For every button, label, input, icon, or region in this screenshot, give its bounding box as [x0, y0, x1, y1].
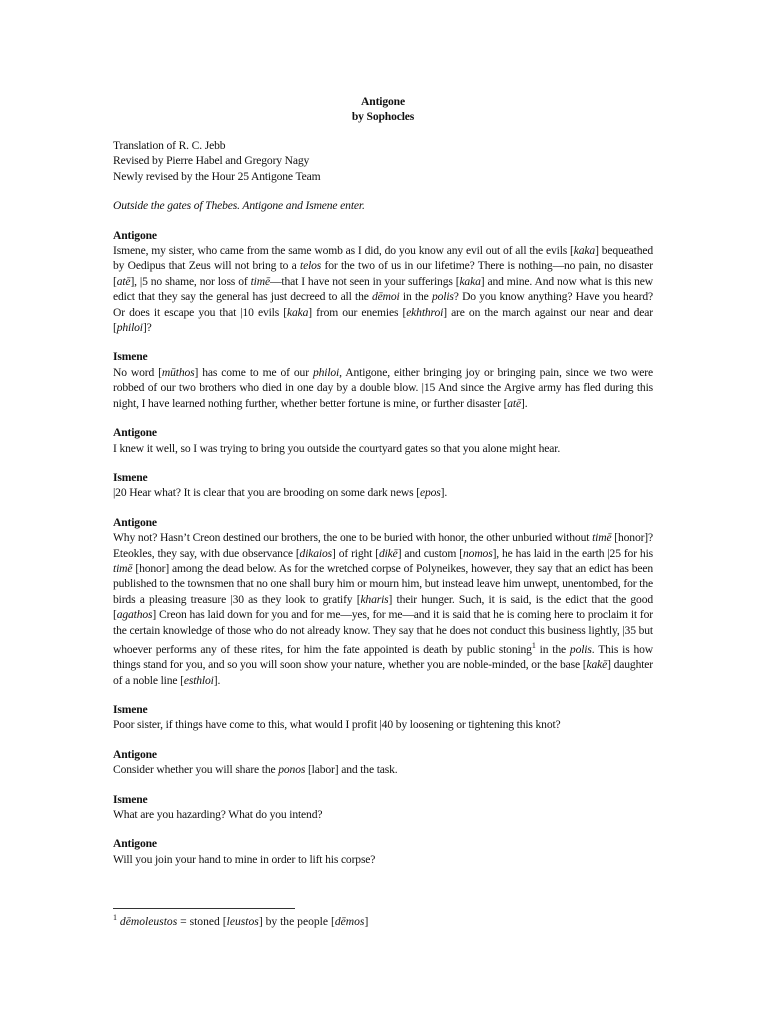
speaker-name: Ismene	[113, 792, 148, 806]
speech-block	[113, 228, 653, 336]
footnote	[113, 914, 653, 929]
text-run: ]?	[142, 321, 152, 335]
speech-text	[113, 762, 653, 777]
greek-term: nomos	[463, 546, 493, 560]
text-run: ] daughter of a noble line [	[113, 658, 653, 687]
greek-term: kakē	[586, 658, 608, 672]
text-run: . This is how things stand for you, and so you will soon show your nature, whether you are noble-minded, or the base [	[113, 642, 654, 672]
speech-text	[113, 485, 653, 500]
greek-term: timē	[250, 274, 270, 288]
greek-term: atē	[116, 274, 131, 288]
text-run: [honor]? Eteokles, they say, with due observance [	[113, 531, 654, 560]
text-run: ? Do you know anything? Have you heard? Or does it escape you that |10 evils [	[113, 290, 654, 319]
speaker-name: Antigone	[113, 426, 157, 440]
text-run: Poor sister, if things have come to this, what would I profit |40 by loosening or tightening this knot?	[113, 718, 561, 732]
speech-block	[113, 747, 653, 778]
speech-block	[113, 425, 653, 456]
text-run: ].	[521, 396, 528, 410]
text-run: Why not? Hasn’t Creon destined our brothers, the one to be buried with honor, the other unburied without	[113, 531, 593, 545]
greek-term: ponos	[278, 763, 306, 777]
speech-block	[113, 515, 653, 688]
greek-term: philoi	[312, 365, 340, 379]
text-run: in the	[535, 642, 570, 656]
speech-block	[113, 470, 653, 501]
footnote-reference: 1	[531, 640, 536, 650]
text-run: in the	[399, 290, 432, 304]
greek-term: timē	[592, 531, 612, 545]
title-block	[113, 94, 653, 124]
text-run: ], |5 no shame, nor loss of	[130, 274, 251, 288]
text-run: ].	[440, 486, 448, 500]
speech-text	[113, 717, 653, 732]
text-run: |20 Hear what? It is clear that you are brooding on some dark news [	[113, 486, 420, 500]
speaker-name: Ismene	[113, 703, 148, 717]
speaker-name: Antigone	[113, 837, 157, 851]
greek-term: atē	[507, 396, 521, 410]
speech-text	[113, 243, 653, 335]
greek-term: ekhthroi	[406, 305, 444, 319]
credit-line: Newly revised by the Hour 25 Antigone Team	[113, 169, 321, 183]
speech-block	[113, 836, 653, 867]
text-run: What are you hazarding? What do you intend?	[113, 808, 323, 822]
speech-block	[113, 792, 653, 823]
greek-term: dēmos	[334, 915, 365, 928]
text-run: ] has come to me of our	[194, 365, 313, 379]
text-run: Ismene, my sister, who came from the same womb as I did, do you know any evil out of all the evils [	[113, 244, 574, 258]
greek-term: kaka	[459, 274, 481, 288]
greek-term: dēmoi	[372, 290, 400, 304]
dialogue	[113, 228, 653, 868]
greek-term: agathos	[116, 608, 153, 622]
speech-block	[113, 702, 653, 733]
text-run: ]	[364, 915, 369, 928]
greek-term: kaka	[573, 244, 596, 258]
footnote-marker: 1	[113, 913, 117, 923]
text-run: ] are on the march against our near and dear [	[113, 305, 653, 335]
speaker-name: Ismene	[113, 350, 148, 364]
document-page	[113, 94, 653, 881]
text-run: ] and mine. And now what is this new edict that they say the general has just decreed to all the	[113, 274, 653, 304]
stage-direction: Outside the gates of Thebes. Antigone and Ismene enter.	[113, 199, 365, 213]
text-run: , Antigone, either bringing joy or bringing pain, since we two were robbed of our two brothers who died in one day by a double blow. |15 And since the Argive army has fled during this night, I have learned nothing further, whether better fortune is mine, or further disaster [	[113, 365, 653, 410]
credit-line: Translation of R. C. Jebb	[113, 139, 226, 152]
text-run: [honor] among the dead below. As for the wretched corpse of Polyneikes, however, they say that an edict has been published to the townsmen that no one shall bury him or mourn him, but instead leave him unwept, unentombed, for the birds a pleasing treasure |30 as they look to gratify [	[113, 561, 653, 606]
greek-term: mūthos	[161, 365, 195, 379]
footnote-text	[120, 915, 368, 928]
text-run: ].	[213, 673, 221, 687]
speech-text	[113, 441, 653, 456]
speaker-name: Antigone	[113, 515, 157, 529]
text-run: for the two of us in our lifetime? There is nothing—no pain, no disaster [	[113, 259, 653, 288]
greek-term: epos	[419, 486, 441, 500]
greek-term: dikē	[378, 546, 398, 560]
greek-term: polis	[569, 642, 592, 656]
footnote-divider	[113, 908, 295, 909]
speaker-name: Antigone	[113, 747, 157, 761]
speaker-name: Ismene	[113, 470, 148, 484]
speech-text	[113, 530, 653, 688]
greek-term: kharis	[360, 592, 389, 606]
speech-block	[113, 349, 653, 411]
greek-term: polis	[431, 290, 454, 304]
text-run: ] Creon has laid down for you and for me—yes, for me—and it is said that he is coming here to proclaim it for the certain knowledge of those who do not already know. They say that he does not conduct this business lightly, |35 but whoever performs any of these rites, for him the fate appointed is death by public stoning	[113, 608, 653, 656]
text-run: —that I have not seen in your sufferings [	[269, 274, 460, 288]
greek-term: kaka	[286, 305, 309, 319]
speech-text	[113, 807, 653, 822]
greek-term: telos	[300, 259, 322, 273]
greek-term: philoi	[116, 321, 143, 335]
speech-text	[113, 365, 653, 411]
credits	[113, 138, 653, 184]
text-run: No word [	[113, 365, 162, 379]
text-run: ] by the people [	[258, 915, 335, 928]
document-subtitle: by Sophocles	[351, 110, 415, 123]
text-run: ] and custom [	[397, 546, 464, 560]
text-run: I knew it well, so I was trying to bring you outside the courtyard gates so that you alone might hear.	[113, 441, 561, 455]
greek-term: dēmoleustos	[119, 915, 178, 928]
speaker-name: Antigone	[113, 228, 157, 242]
text-run: ] bequeathed by Oedipus that Zeus will not bring to a	[113, 244, 653, 273]
text-run: = stoned [	[177, 915, 227, 928]
text-run: ], he has laid in the earth |25 for his	[492, 546, 654, 560]
greek-term: dikaios	[299, 546, 332, 560]
text-run: Consider whether you will share the	[113, 763, 279, 777]
credit-line: Revised by Pierre Habel and Gregory Nagy	[113, 154, 310, 168]
greek-term: leustos	[226, 915, 259, 928]
speech-text	[113, 852, 653, 867]
text-run: Will you join your hand to mine in order to lift his corpse?	[113, 852, 376, 866]
text-run: ] of right [	[332, 546, 379, 560]
greek-term: esthloi	[183, 673, 214, 687]
greek-term: timē	[113, 561, 133, 575]
document-title: Antigone	[361, 95, 405, 108]
text-run: ] their hunger. Such, it is said, is the edict that the good [	[113, 592, 653, 622]
text-run: ] from our enemies [	[308, 305, 407, 319]
text-run: [labor] and the task.	[305, 763, 398, 777]
